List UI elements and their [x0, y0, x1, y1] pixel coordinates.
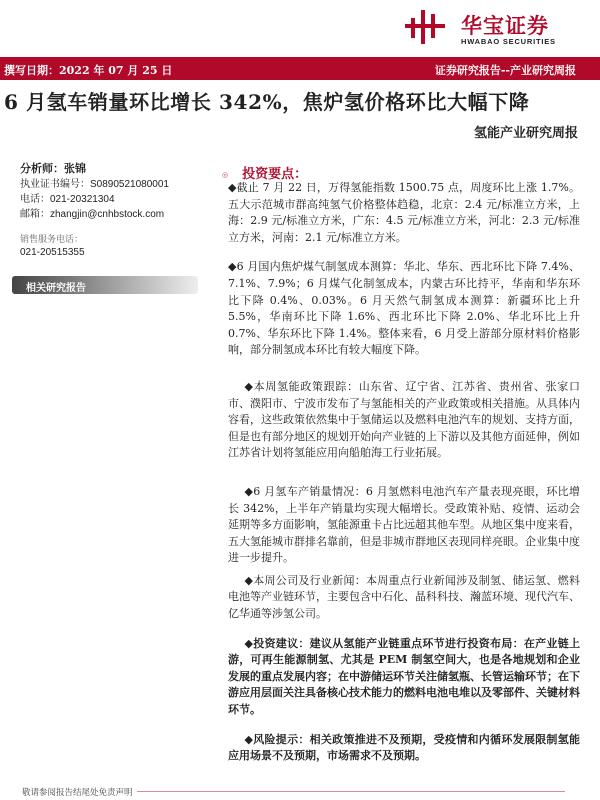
- logo-cn: 华宝证券: [461, 14, 549, 38]
- report-category: 证券研究报告--产业研究周报: [434, 64, 576, 77]
- key-points: [228, 180, 580, 778]
- report-subtitle: 氢能产业研究周报: [473, 126, 578, 141]
- analyst-phone: 电话：021-20321304: [20, 194, 115, 205]
- analyst-cert: 执业证书编号：S0890521080001: [20, 179, 169, 190]
- paragraph: ◆本周公司及行业新闻：本周重点行业新闻涉及制氢、储运氢、燃料电池等产业链环节，主要包含中石化、晶科科技、瀚蓝环境、现代汽车、亿华通等涉氢公司。: [228, 573, 580, 621]
- analyst-name: 分析师：张锦: [20, 162, 86, 175]
- paragraph: ◆6 月国内焦炉煤气制氢成本测算：华北、华东、西北环比下降 7.4%、7.1%、7.9%；6 月煤气化制氢成本，内蒙古环比持平，华南和华东环比下降 0.4%、0.03%。6 月天然气制氢成本测算：新疆环比上升 5.5%，华南环比下降 1.6%、西北环比下降 2.0%、华北环比上升 0.7%、华东环比下降 1.4%。整体来看，6 月受上游部分原材料价格影响，部分制氢成本环比有较大幅度下降。: [228, 260, 580, 357]
- paragraph: ◆6 月氢车产销量情况：6 月氢燃料电池汽车产量表现亮眼，环比增长 342%，上半年产销量均实现大幅增长。受政策补贴、疫情、运动会延期等多方面影响，氢能源重卡占比远超其他车型。从地区集中度来看，五大氢能城市群排名靠前，但是非城市群地区表现同样亮眼。企业集中度进一步提升。: [228, 484, 580, 565]
- analyst-info: [20, 160, 200, 262]
- paragraph: ◆本周氢能政策跟踪：山东省、辽宁省、江苏省、贵州省、张家口市、濮阳市、宁波市发布了与氢能相关的产业政策或相关措施。从具体内容看，这些政策依然集中于氢储运以及燃料电池汽车的规划、支持方面，但是也有部分地区的规划开始向产业链的上下游以及其他方面延伸，例如江苏省计划将氢能应用向船舶海工行业拓展。: [228, 379, 580, 460]
- paragraph: ◆截止 7 月 22 日，万得氢能指数 1500.75 点，周度环比上涨 1.7%。五大示范城市群高纯氢气价格整体趋稳，北京：2.4 元/标准立方米，上海：2.9 元/标准立方米，广东：4.5 元/标准立方米，河北：2.3 元/标准立方米，河南：2.1 元/标准立方米。: [228, 181, 580, 244]
- paragraph: ◆风险提示：相关政策推进不及预期，受疫情和内循环发展限制氢能应用场景不及预期，市场需求不及预期。: [228, 732, 580, 763]
- report-date: 撰写日期：2022 年 07 月 25 日: [4, 64, 173, 77]
- related-reports-header: 相关研究报告: [12, 276, 198, 294]
- sales-phone: 021-20515355: [20, 247, 85, 258]
- header-bar: [0, 57, 600, 80]
- analyst-email[interactable]: 邮箱：zhangjin@cnhbstock.com: [20, 209, 165, 220]
- company-logo: [405, 8, 575, 44]
- paragraph: ◆投资建议：建议从氢能产业链重点环节进行投资布局：在产业链上游，可再生能源制氢、尤其是 PEM 制氢空间大，也是各地规划和企业发展的重点发展内容；在中游储运环节关注储氢瓶、长管运输环节；在下游应用层面关注具备核心技术能力的燃料电池电堆以及零部件、关键材料环节。: [228, 636, 580, 717]
- disclaimer-note: 敬请参阅报告结尾处免责声明: [22, 788, 133, 798]
- bullet-icon: ◎: [222, 170, 229, 179]
- page-title: 6 月氢车销量环比增长 342%，焦炉氢价格环比大幅下降: [4, 90, 530, 114]
- footer-divider: [137, 791, 565, 792]
- logo-en: HWABAO SECURITIES: [461, 37, 556, 46]
- section-title: ◎ 投资要点：: [222, 167, 308, 182]
- logo-mark-icon: [405, 8, 445, 44]
- sales-label: 销售服务电话：: [20, 235, 84, 245]
